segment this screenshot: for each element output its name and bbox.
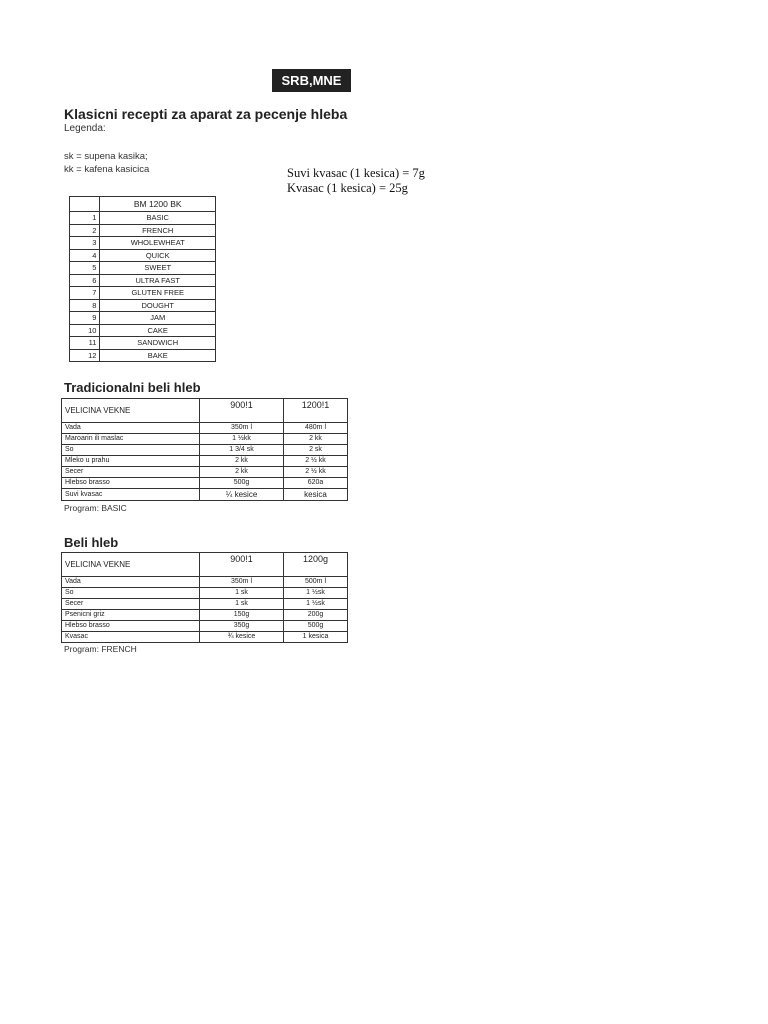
amount-900: 1 ½kk — [200, 434, 284, 445]
amount-1200: 2 ½ kk — [284, 467, 348, 478]
table-row — [70, 287, 216, 300]
amount-1200: 500g — [284, 621, 348, 632]
legend-line-kk: kk = kafena kasicica — [64, 164, 150, 175]
amount-900: 500g — [200, 478, 284, 489]
amount-1200: 620a — [284, 478, 348, 489]
ingredient-name: Suvi kvasac — [62, 489, 200, 501]
ingredient-name: Psenicni griz — [62, 610, 200, 621]
table-row — [70, 237, 216, 250]
program-number: 6 — [70, 274, 100, 287]
ingredient-name: Secer — [62, 599, 200, 610]
program-name: BASIC — [100, 212, 216, 225]
program-number: 7 — [70, 287, 100, 300]
ingredient-name: So — [62, 588, 200, 599]
program-number: 3 — [70, 237, 100, 250]
table-row — [70, 324, 216, 337]
amount-1200: 2 ½ kk — [284, 456, 348, 467]
ingredient-name: Kvasac — [62, 632, 200, 643]
program-name: BAKE — [100, 349, 216, 362]
amount-1200: 1 kesica — [284, 632, 348, 643]
table-row — [70, 224, 216, 237]
table-row — [62, 588, 348, 599]
ingredient-name: Maroarin ili maslac — [62, 434, 200, 445]
recipe2-program: Program: FRENCH — [64, 644, 137, 654]
size-1200-header: 1200!1 — [284, 399, 348, 423]
program-name: CAKE — [100, 324, 216, 337]
table-row — [62, 456, 348, 467]
amount-1200: 1 ½sk — [284, 588, 348, 599]
legend-label: Legenda: — [64, 123, 106, 134]
program-table-header — [70, 197, 216, 212]
table-row — [62, 599, 348, 610]
program-name: JAM — [100, 312, 216, 325]
yeast-fresh-note: Kvasac (1 kesica) = 25g — [287, 181, 408, 195]
size-900-header: 900!1 — [200, 399, 284, 423]
table-row — [62, 467, 348, 478]
program-table — [69, 196, 216, 362]
size-1200-header: 1200g — [284, 553, 348, 577]
legend-line-sk: sk = supena kasika; — [64, 151, 148, 162]
amount-1200: 2 sk — [284, 445, 348, 456]
recipe1-table-header — [62, 399, 348, 423]
ingredient-name: Vada — [62, 423, 200, 434]
program-number: 4 — [70, 249, 100, 262]
program-number: 10 — [70, 324, 100, 337]
table-row — [62, 577, 348, 588]
table-row — [62, 489, 348, 501]
table-row — [70, 312, 216, 325]
recipe2-table — [61, 552, 348, 643]
program-number: 5 — [70, 262, 100, 275]
table-row — [70, 249, 216, 262]
ingredient-name: Hlebso brasso — [62, 621, 200, 632]
table-row — [70, 299, 216, 312]
amount-900: ¼ kesice — [200, 489, 284, 501]
recipe1-table — [61, 398, 348, 501]
amount-1200: 200g — [284, 610, 348, 621]
table-row — [70, 262, 216, 275]
amount-1200: 480m l — [284, 423, 348, 434]
program-number: 2 — [70, 224, 100, 237]
ingredient-name: Vada — [62, 577, 200, 588]
table-row — [62, 632, 348, 643]
ingredient-name: Mleko u prahu — [62, 456, 200, 467]
program-name: ULTRA FAST — [100, 274, 216, 287]
program-name: QUICK — [100, 249, 216, 262]
amount-900: 1 sk — [200, 588, 284, 599]
program-name: DOUGHT — [100, 299, 216, 312]
ingredient-name: So — [62, 445, 200, 456]
program-name: SANDWICH — [100, 337, 216, 350]
amount-900: 2 kk — [200, 467, 284, 478]
table-row — [70, 212, 216, 225]
program-name: SWEET — [100, 262, 216, 275]
program-number: 9 — [70, 312, 100, 325]
amount-900: 1 3/4 sk — [200, 445, 284, 456]
program-number: 8 — [70, 299, 100, 312]
program-name: GLUTEN FREE — [100, 287, 216, 300]
program-table-title: BM 1200 BK — [100, 197, 216, 212]
program-number: 1 — [70, 212, 100, 225]
amount-900: 1 sk — [200, 599, 284, 610]
recipe1-program: Program: BASIC — [64, 503, 127, 513]
ingredient-name: Hlebso brasso — [62, 478, 200, 489]
program-number: 12 — [70, 349, 100, 362]
amount-900: 350m l — [200, 577, 284, 588]
recipe1-title: Tradicionalni beli hleb — [64, 380, 201, 395]
recipe2-title: Beli hleb — [64, 535, 119, 550]
amount-900: ¾ kesice — [200, 632, 284, 643]
size-900-header: 900!1 — [200, 553, 284, 577]
loaf-size-header: VELICINA VEKNE — [62, 399, 200, 423]
amount-900: 350g — [200, 621, 284, 632]
amount-900: 350m l — [200, 423, 284, 434]
table-row — [62, 423, 348, 434]
amount-1200: 1 ½sk — [284, 599, 348, 610]
program-number: 11 — [70, 337, 100, 350]
table-row — [62, 478, 348, 489]
page-title: Klasicni recepti za aparat za pecenje hleba — [64, 106, 348, 122]
table-row — [62, 434, 348, 445]
amount-900: 150g — [200, 610, 284, 621]
program-name: FRENCH — [100, 224, 216, 237]
amount-900: 2 kk — [200, 456, 284, 467]
table-row — [62, 610, 348, 621]
table-row — [70, 274, 216, 287]
amount-1200: 2 kk — [284, 434, 348, 445]
loaf-size-header: VELICINA VEKNE — [62, 553, 200, 577]
amount-1200: 500m l — [284, 577, 348, 588]
table-row — [70, 337, 216, 350]
table-row — [62, 621, 348, 632]
yeast-dry-note: Suvi kvasac (1 kesica) = 7g — [287, 166, 425, 180]
program-name: WHOLEWHEAT — [100, 237, 216, 250]
amount-1200: kesica — [284, 489, 348, 501]
region-badge: SRB,MNE — [272, 69, 351, 92]
ingredient-name: Secer — [62, 467, 200, 478]
recipe2-table-header — [62, 553, 348, 577]
table-row — [70, 349, 216, 362]
table-row — [62, 445, 348, 456]
